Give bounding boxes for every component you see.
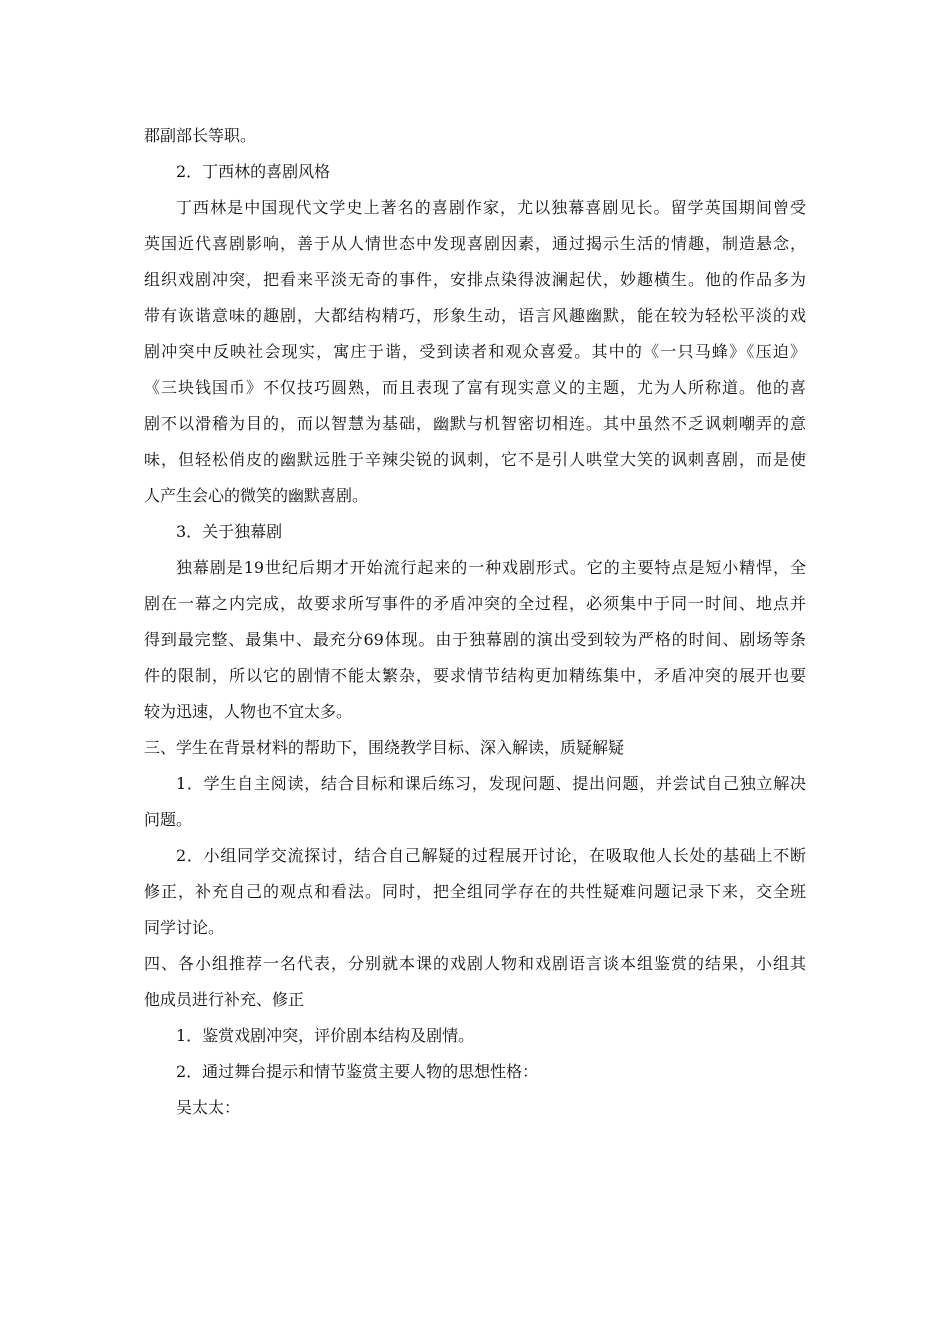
section-heading: 他成员进行补充、修正 <box>144 990 305 1009</box>
paragraph-line: 英国近代喜剧影响，善于从人情世态中发现喜剧因素，通过揭示生活的情趣，制造悬念， <box>144 234 806 253</box>
paragraph-line: 问题。 <box>144 810 193 829</box>
paragraph-line: 剧冲突中反映社会现实，寓庄于谐，受到读者和观众喜爱。其中的《一只马蜂》《压迫》 <box>144 342 806 361</box>
section-heading: 四、各小组推荐一名代表，分别就本课的戏剧人物和戏剧语言谈本组鉴赏的结果，小组其 <box>144 954 806 973</box>
paragraph-line: 剧不以滑稽为目的，而以智慧为基础，幽默与机智密切相连。其中虽然不乏讽刺嘲弄的意 <box>144 414 806 433</box>
paragraph-line: 剧在一幕之内完成，故要求所写事件的矛盾冲突的全过程，必须集中于同一时间、地点并 <box>144 594 806 613</box>
section-heading: 三、学生在背景材料的帮助下，围绕教学目标、深入解读，质疑解疑 <box>144 738 625 757</box>
paragraph-line: 《三块钱国币》不仅技巧圆熟，而且表现了富有现实意义的主题，尤为人所称道。他的喜 <box>144 378 806 397</box>
paragraph-line: 带有诙谐意味的趣剧，大都结构精巧，形象生动，语言风趣幽默，能在较为轻松平淡的戏 <box>144 306 806 325</box>
paragraph-line: 味，但轻松俏皮的幽默远胜于辛辣尖锐的讽刺，它不是引人哄堂大笑的讽刺喜剧，而是使 <box>144 450 806 469</box>
paragraph-line: 较为迅速，人物也不宜太多。 <box>144 702 353 721</box>
paragraph-line: 丁西林是中国现代文学史上著名的喜剧作家，尤以独幕喜剧见长。留学英国期间曾受 <box>176 198 806 217</box>
paragraph-line: 吴太太： <box>176 1098 241 1117</box>
paragraph-line: 同学讨论。 <box>144 918 225 937</box>
section-heading: 2．丁西林的喜剧风格 <box>176 162 331 181</box>
paragraph-line: 郡副部长等职。 <box>144 126 257 145</box>
paragraph-line: 人产生会心的微笑的幽默喜剧。 <box>144 486 369 505</box>
paragraph-line: 1．学生自主阅读，结合目标和课后练习，发现问题、提出问题，并尝试自己独立解决 <box>176 774 806 793</box>
section-heading: 3．关于独幕剧 <box>176 522 283 541</box>
paragraph-line: 得到最完整、最集中、最充分69体现。由于独幕剧的演出受到较为严格的时间、剧场等条 <box>144 630 806 649</box>
paragraph-line: 2．通过舞台提示和情节鉴赏主要人物的思想性格： <box>176 1062 539 1081</box>
paragraph-line: 2．小组同学交流探讨，结合自己解疑的过程展开讨论，在吸取他人长处的基础上不断 <box>176 846 806 865</box>
paragraph-line: 独幕剧是19世纪后期才开始流行起来的一种戏剧形式。它的主要特点是短小精悍，全 <box>176 558 806 577</box>
paragraph-line: 件的限制，所以它的剧情不能太繁杂，要求情节结构更加精练集中，矛盾冲突的展开也要 <box>144 666 806 685</box>
paragraph-line: 组织戏剧冲突，把看来平淡无奇的事件，安排点染得波澜起伏，妙趣横生。他的作品多为 <box>144 270 806 289</box>
paragraph-line: 修正，补充自己的观点和看法。同时，把全组同学存在的共性疑难问题记录下来，交全班 <box>144 882 806 901</box>
paragraph-line: 1．鉴赏戏剧冲突，评价剧本结构及剧情。 <box>176 1026 475 1045</box>
